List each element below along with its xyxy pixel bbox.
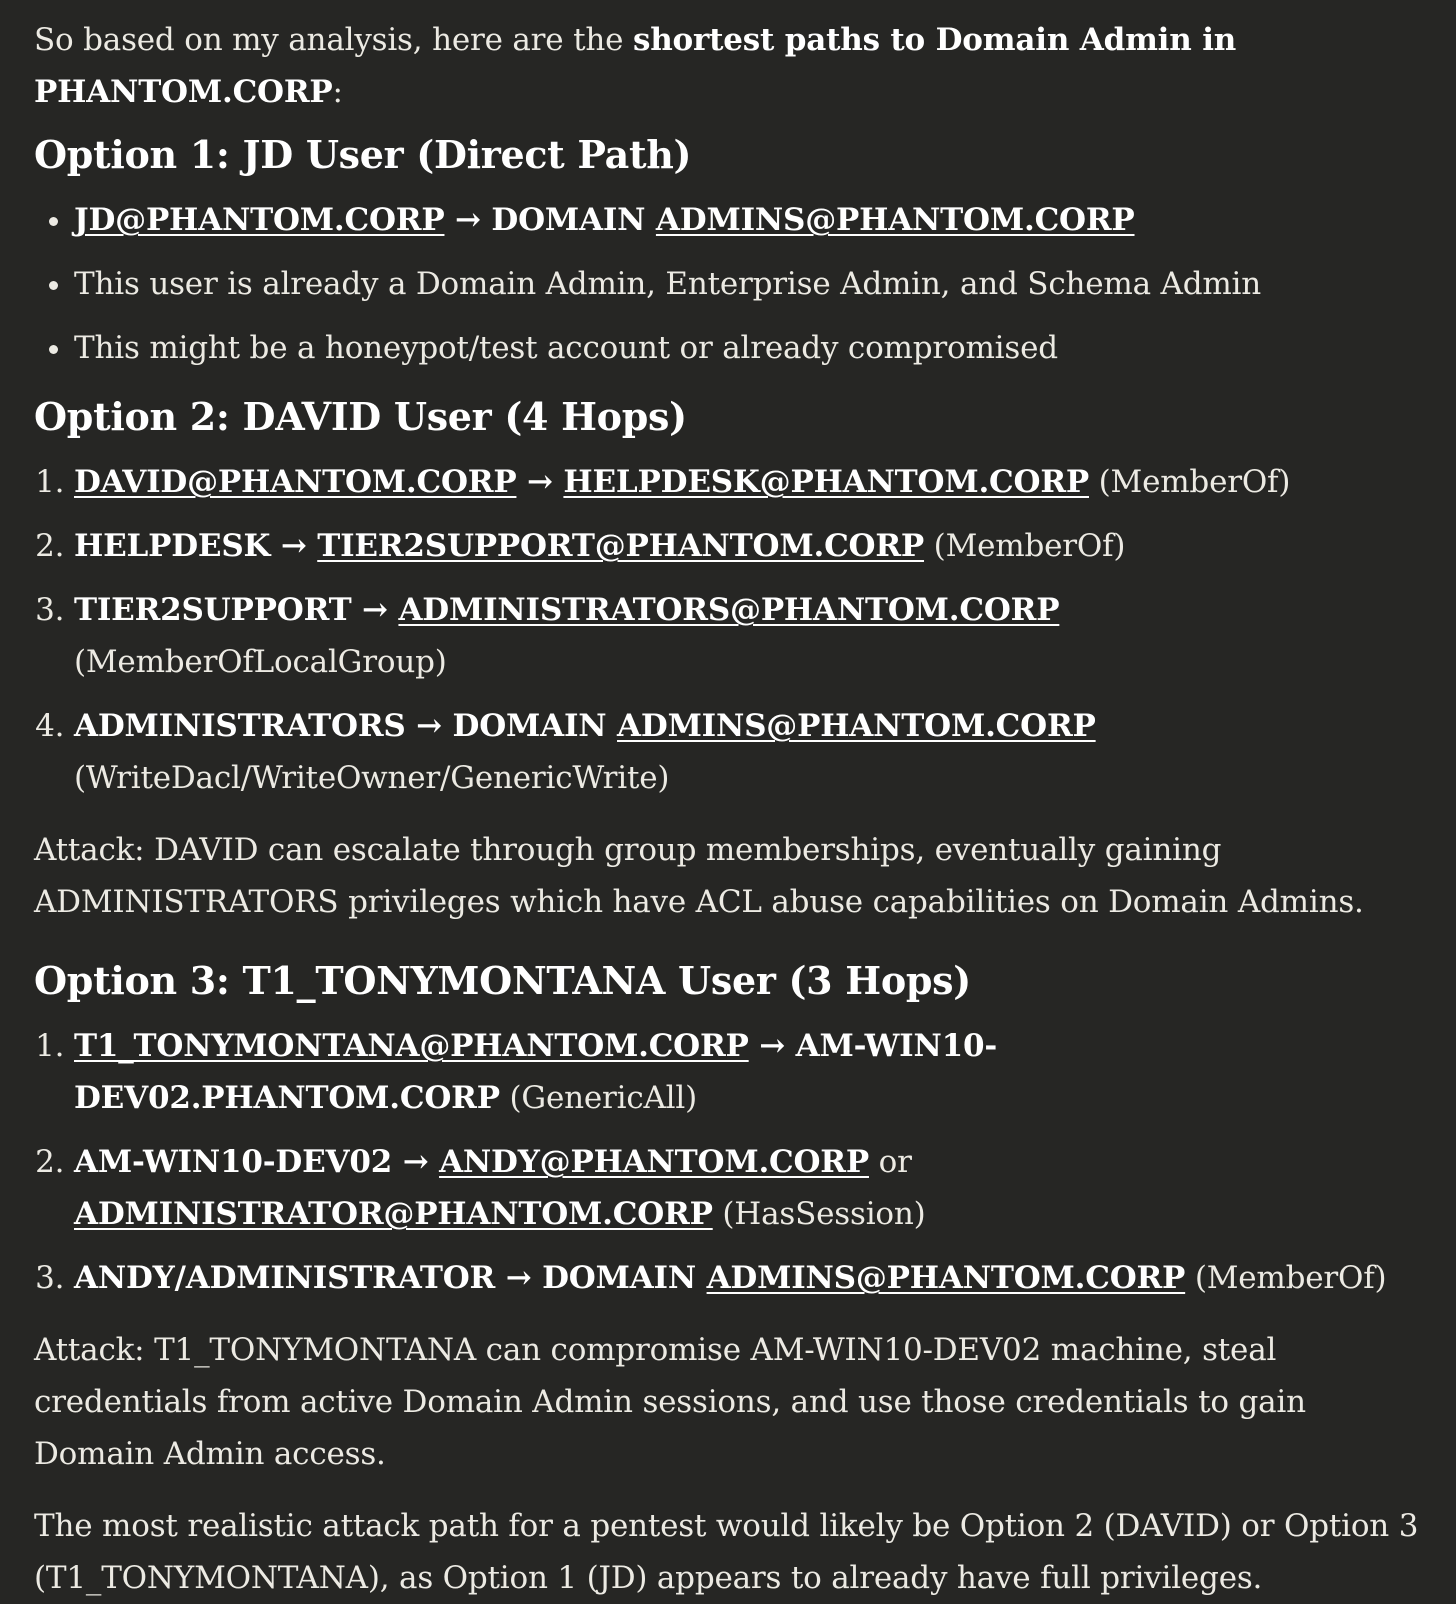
intro-colon: : xyxy=(332,74,343,110)
administrator-user-link[interactable]: ADMINISTRATOR@PHANTOM.CORP xyxy=(74,1196,713,1232)
option1-list xyxy=(34,194,1422,374)
intro-paragraph xyxy=(34,14,1422,118)
option2-step xyxy=(74,456,1422,508)
source-node-text: HELPDESK → xyxy=(74,528,318,564)
helpdesk-group-link[interactable]: HELPDESK@PHANTOM.CORP xyxy=(563,464,1089,500)
option2-attack-text: Attack: DAVID can escalate through group memberships, eventually gaining ADMINISTRATORS privileges which have ACL abuse capabilities on Domain Admins. xyxy=(34,832,1364,920)
option3-step xyxy=(74,1136,1422,1240)
tier2support-group-link[interactable]: TIER2SUPPORT@PHANTOM.CORP xyxy=(317,528,925,564)
source-node-text: ADMINISTRATORS → DOMAIN xyxy=(74,708,618,744)
option1-bullet: • This user is already a Domain Admin, Enterprise Admin, and Schema Admin xyxy=(74,258,1422,310)
source-node-text: ANDY/ADMINISTRATOR → DOMAIN xyxy=(74,1260,707,1296)
domain-admins-link[interactable]: ADMINS@PHANTOM.CORP xyxy=(617,708,1096,744)
jd-user-link[interactable]: JD@PHANTOM.CORP xyxy=(74,202,445,238)
option2-step xyxy=(74,700,1422,804)
option1-bullet xyxy=(74,194,1422,246)
relation-text: (MemberOf) xyxy=(1089,464,1291,500)
option3-steps xyxy=(34,1020,1422,1304)
or-text: or xyxy=(868,1144,912,1180)
relation-text: (HasSession) xyxy=(712,1196,926,1232)
option1-heading: Option 1: JD User (Direct Path) xyxy=(34,132,692,177)
administrators-group-link[interactable]: ADMINISTRATORS@PHANTOM.CORP xyxy=(398,592,1060,628)
relation-text: (MemberOfLocalGroup) xyxy=(74,644,447,680)
source-node-text: TIER2SUPPORT → xyxy=(74,592,399,628)
relation-text: (WriteDacl/WriteOwner/GenericWrite) xyxy=(74,760,670,796)
conclusion-text: The most realistic attack path for a pentest would likely be Option 2 (DAVID) or Option 3 (T1_TONYMONTANA), as Option 1 (JD) appears to already have full privileges. xyxy=(34,1508,1419,1596)
intro-text: So based on my analysis, here are the xyxy=(34,22,633,58)
arrow-domain-text: → DOMAIN xyxy=(444,202,656,238)
andy-user-link[interactable]: ANDY@PHANTOM.CORP xyxy=(439,1144,869,1180)
option2-step xyxy=(74,584,1422,688)
arrow-text: → xyxy=(516,464,564,500)
option2-heading: Option 2: DAVID User (4 Hops) xyxy=(34,394,687,439)
option2-steps xyxy=(34,456,1422,804)
source-node-text: AM-WIN10-DEV02 → xyxy=(74,1144,440,1180)
option3-heading: Option 3: T1_TONYMONTANA User (3 Hops) xyxy=(34,958,971,1003)
relation-text: (MemberOf) xyxy=(924,528,1126,564)
intro-bold-text: shortest paths to Domain Admin in PHANTOM.CORP xyxy=(34,22,1237,110)
david-user-link[interactable]: DAVID@PHANTOM.CORP xyxy=(74,464,517,500)
domain-admins-link[interactable]: ADMINS@PHANTOM.CORP xyxy=(706,1260,1186,1296)
relation-text: (GenericAll) xyxy=(499,1080,698,1116)
option3-attack-text: Attack: T1_TONYMONTANA can compromise AM-WIN10-DEV02 machine, steal credentials from active Domain Admin sessions, and use those credentials to gain Domain Admin access. xyxy=(34,1332,1306,1472)
domain-admins-link[interactable]: ADMINS@PHANTOM.CORP xyxy=(655,202,1135,238)
option3-step xyxy=(74,1020,1422,1124)
option3-step xyxy=(74,1252,1422,1304)
target-node-text: → AM-WIN10-DEV02.PHANTOM.CORP xyxy=(74,1028,998,1116)
tonymontana-user-link[interactable]: T1_TONYMONTANA@PHANTOM.CORP xyxy=(74,1028,749,1064)
relation-text: (MemberOf) xyxy=(1185,1260,1387,1296)
option1-bullet: • This might be a honeypot/test account or already compromised xyxy=(74,322,1422,374)
option2-step xyxy=(74,520,1422,572)
